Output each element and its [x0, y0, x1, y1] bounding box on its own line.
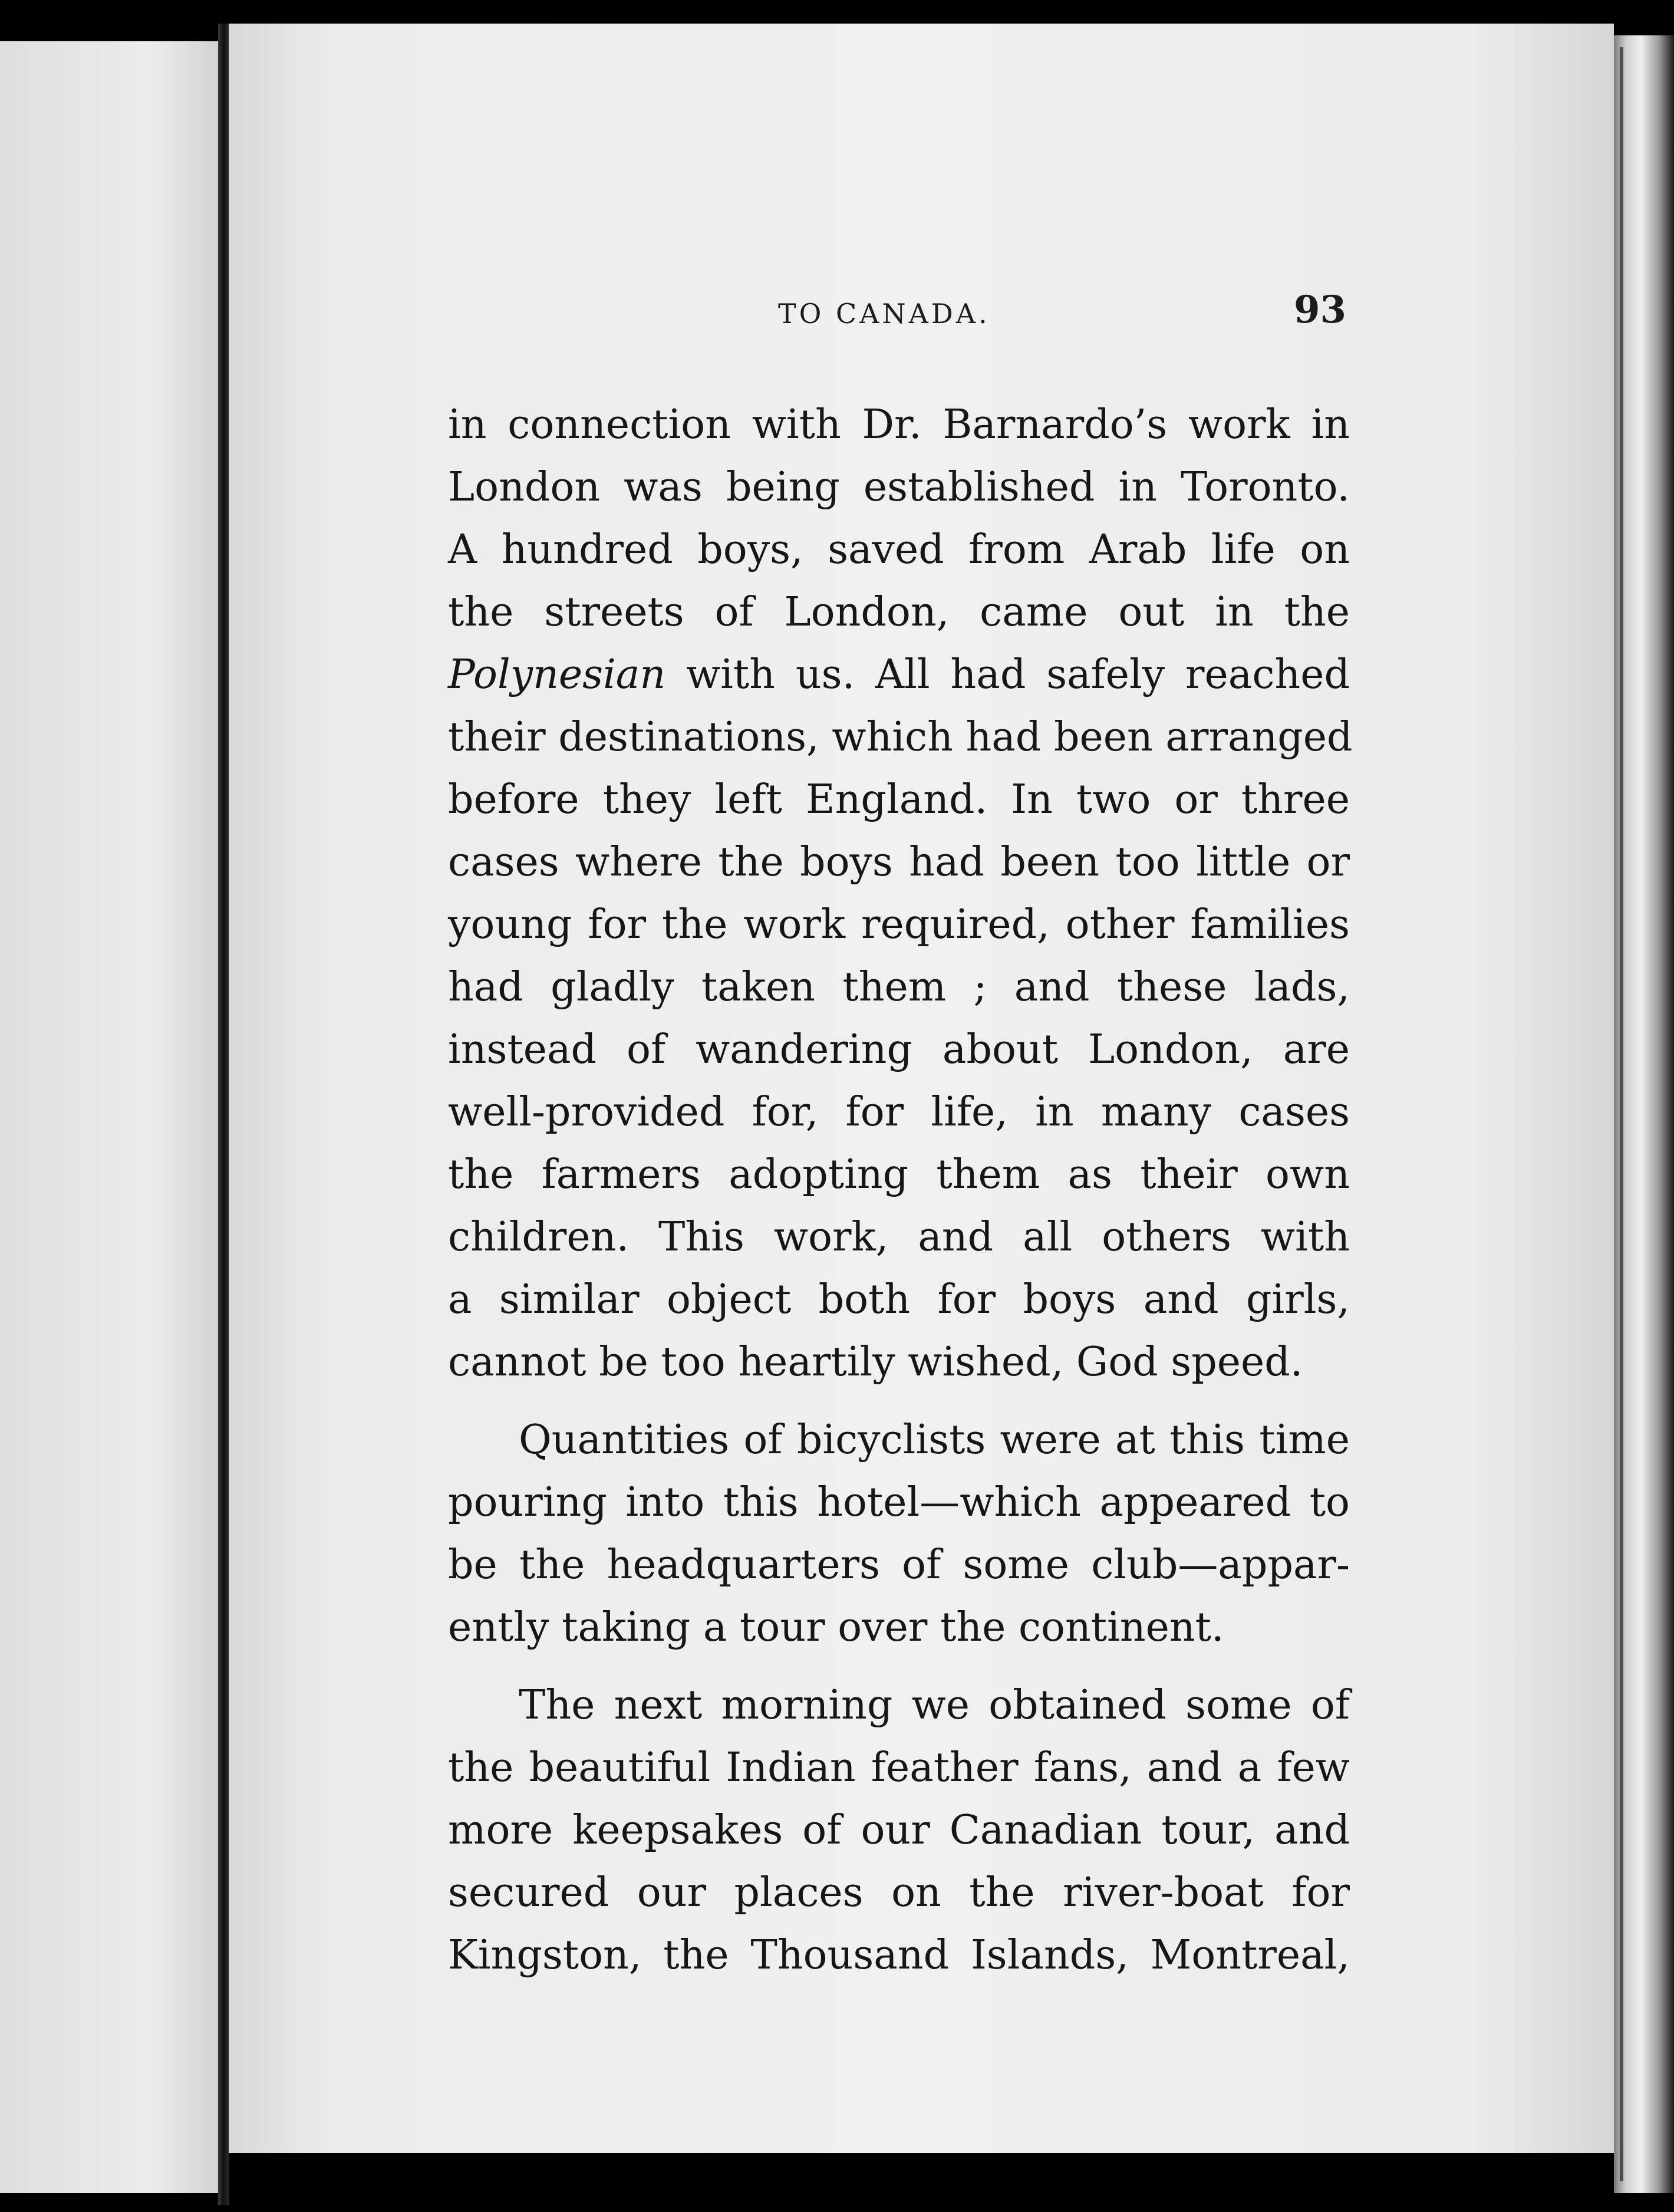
text-line — [448, 644, 1350, 706]
page-edge-shadow — [1620, 47, 1623, 2181]
text-line: in connection with Dr. Barnardo’s work in — [448, 401, 1350, 448]
text-line: The next morning we obtained some of — [519, 1682, 1350, 1729]
facing-page-edge — [0, 41, 218, 2193]
text-line: well-provided for, for life, in many cases — [448, 1089, 1350, 1135]
paragraph-gap — [448, 1394, 1350, 1409]
text-line: secured our places on the river-boat for — [448, 1869, 1350, 1916]
text-line: the streets of London, came out in the — [448, 589, 1350, 636]
text-line: Kingston, the Thousand Islands, Montreal, — [448, 1932, 1350, 1979]
text-line: young for the work required, other families — [448, 901, 1350, 948]
text-line: children. This work, and all others with — [448, 1214, 1350, 1260]
text-line: the beautiful Indian feather fans, and a few — [448, 1744, 1350, 1791]
body-text — [448, 394, 1353, 1987]
text-line: cases where the boys had been too little or — [448, 839, 1350, 886]
text-line: Quantities of bicyclists were at this time — [519, 1417, 1350, 1463]
text-line: London was being established in Toronto. — [448, 464, 1350, 511]
text-line: before they left England. In two or three — [448, 776, 1350, 823]
text-line: ently taking a tour over the continent. — [448, 1604, 1224, 1651]
page-number: 93 — [1294, 288, 1347, 332]
text-line: pouring into this hotel—which appeared to — [448, 1479, 1350, 1526]
text-line: a similar object both for boys and girls, — [448, 1276, 1350, 1323]
text-line: cannot be too heartily wished, God speed. — [448, 1339, 1303, 1385]
text-line-rest: with us. All had safely reached — [665, 651, 1350, 698]
text-line: had gladly taken them ; and these lads, — [448, 964, 1350, 1010]
text-line: their destinations, which had been arranged — [448, 714, 1353, 761]
text-line: more keepsakes of our Canadian tour, and — [448, 1807, 1350, 1854]
text-line: A hundred boys, saved from Arab life on — [448, 526, 1350, 573]
text-line: be the headquarters of some club—appar- — [448, 1542, 1350, 1588]
book-gutter — [218, 24, 229, 2205]
text-line: instead of wandering about London, are — [448, 1026, 1350, 1073]
ship-name: Polynesian — [448, 651, 666, 698]
paragraph-gap — [448, 1659, 1350, 1674]
running-header: TO CANADA. — [778, 298, 990, 330]
text-line: the farmers adopting them as their own — [448, 1151, 1350, 1198]
